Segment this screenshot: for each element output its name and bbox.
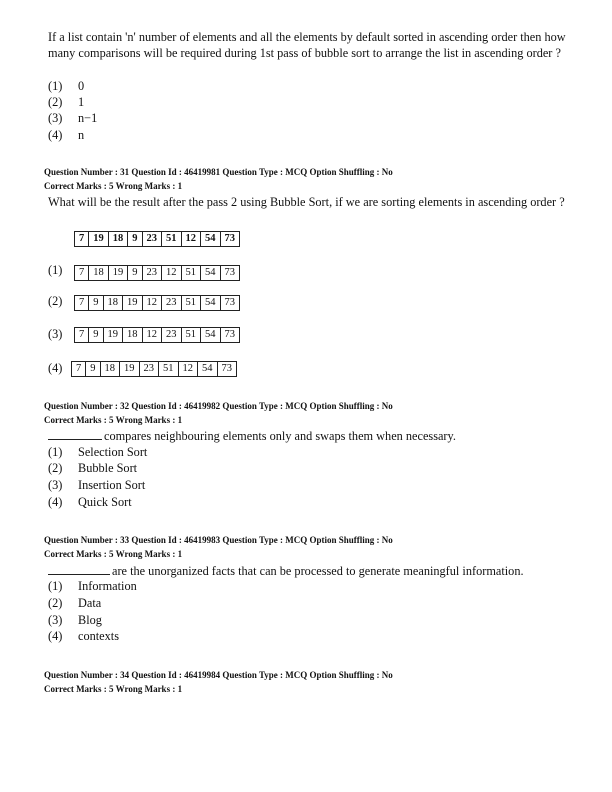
option-number: (1) xyxy=(48,579,63,593)
option-array-cell: 51 xyxy=(181,266,201,281)
option-array-cell: 12 xyxy=(178,362,198,377)
option-array-cell: 12 xyxy=(162,266,182,281)
option-text: 1 xyxy=(78,95,85,109)
option-array-cell: 73 xyxy=(217,362,237,377)
answer-blank xyxy=(48,428,102,440)
q31-marks: Correct Marks : 5 Wrong Marks : 1 xyxy=(44,181,183,191)
option-array-cell: 54 xyxy=(201,328,221,343)
q31-option-3-array xyxy=(74,327,240,343)
q30-question-text: If a list contain 'n' number of elements and all the elements by default sorted in ascending order then how many comparisons will be required during 1st pass of bubble sort to arrange the list in ascending order ? xyxy=(48,30,566,60)
array-cell: 51 xyxy=(162,232,182,247)
array-cell: 23 xyxy=(142,232,162,247)
option-text: n xyxy=(78,128,85,142)
option-array-cell: 9 xyxy=(86,362,100,377)
option-array-cell: 19 xyxy=(123,296,143,311)
q31-option-4-array xyxy=(71,361,237,377)
array-cell: 73 xyxy=(220,232,240,247)
option-array-cell: 9 xyxy=(128,266,142,281)
q32-meta: Question Number : 32 Question Id : 46419982 Question Type : MCQ Option Shuffling : No xyxy=(44,401,393,411)
option-array-cell: 18 xyxy=(103,296,123,311)
option-number: (4) xyxy=(48,495,63,509)
q32-question xyxy=(48,428,456,445)
option-array-cell: 12 xyxy=(142,328,162,343)
option-array-cell: 9 xyxy=(89,296,103,311)
q34-meta: Question Number : 34 Question Id : 46419984 Question Type : MCQ Option Shuffling : No xyxy=(44,670,393,680)
option-array-cell: 7 xyxy=(75,296,89,311)
q32-question-text: compares neighbouring elements only and swaps them when necessary. xyxy=(104,429,456,443)
q34-marks: Correct Marks : 5 Wrong Marks : 1 xyxy=(44,684,183,694)
option-number: (2) xyxy=(48,596,63,610)
option-array-cell: 23 xyxy=(139,362,159,377)
option-array-cell: 51 xyxy=(159,362,179,377)
q31-question-text: What will be the result after the pass 2 using Bubble Sort, if we are sorting elements in ascending order ? xyxy=(48,195,565,209)
option-number: (2) xyxy=(48,461,63,475)
q33-question xyxy=(48,563,524,580)
q31-option-1-label: (1) xyxy=(48,263,63,277)
option-text: contexts xyxy=(78,629,119,643)
q31-option-3-label: (3) xyxy=(48,327,63,341)
array-cell: 12 xyxy=(181,232,201,247)
option-array-cell: 19 xyxy=(108,266,128,281)
option-text: 0 xyxy=(78,79,85,93)
option-array-cell: 73 xyxy=(220,328,240,343)
option-array-cell: 18 xyxy=(89,266,109,281)
option-array-cell: 18 xyxy=(123,328,143,343)
option-array-cell: 54 xyxy=(201,266,221,281)
option-text: Quick Sort xyxy=(78,495,132,509)
q31-option-2-array xyxy=(74,295,240,311)
option-array-cell: 23 xyxy=(142,266,162,281)
option-number: (4) xyxy=(48,629,63,643)
answer-blank xyxy=(48,563,110,575)
option-number: (4) xyxy=(48,128,63,142)
option-number: (3) xyxy=(48,478,63,492)
option-array-cell: 73 xyxy=(220,296,240,311)
array-cell: 54 xyxy=(201,232,221,247)
q32-marks: Correct Marks : 5 Wrong Marks : 1 xyxy=(44,415,183,425)
option-array-cell: 7 xyxy=(75,266,89,281)
option-array-cell: 19 xyxy=(120,362,140,377)
option-array-cell: 51 xyxy=(181,296,201,311)
option-number: (1) xyxy=(48,79,63,93)
q31-meta: Question Number : 31 Question Id : 46419981 Question Type : MCQ Option Shuffling : No xyxy=(44,167,393,177)
q31-option-4-label: (4) xyxy=(48,361,63,375)
option-text: Information xyxy=(78,579,137,593)
array-cell: 19 xyxy=(89,232,109,247)
option-array-cell: 18 xyxy=(100,362,120,377)
option-array-cell: 54 xyxy=(201,296,221,311)
option-number: (1) xyxy=(48,445,63,459)
option-array-cell: 7 xyxy=(72,362,86,377)
option-number: (2) xyxy=(48,95,63,109)
option-number: (3) xyxy=(48,111,63,125)
option-array-cell: 19 xyxy=(103,328,123,343)
array-cell: 7 xyxy=(75,232,89,247)
option-array-cell: 23 xyxy=(162,296,182,311)
option-array-cell: 73 xyxy=(220,266,240,281)
option-number: (3) xyxy=(48,613,63,627)
option-array-cell: 7 xyxy=(75,328,89,343)
option-text: Bubble Sort xyxy=(78,461,138,475)
q31-option-1-array xyxy=(74,265,240,281)
q33-question-text: are the unorganized facts that can be processed to generate meaningful information. xyxy=(112,564,524,578)
option-array-cell: 12 xyxy=(142,296,162,311)
option-text: Data xyxy=(78,596,102,610)
q33-marks: Correct Marks : 5 Wrong Marks : 1 xyxy=(44,549,183,559)
q31-array xyxy=(74,231,240,247)
option-array-cell: 51 xyxy=(181,328,201,343)
array-cell: 18 xyxy=(108,232,128,247)
option-text: n−1 xyxy=(78,111,98,125)
option-array-cell: 23 xyxy=(162,328,182,343)
array-cell: 9 xyxy=(128,232,142,247)
option-text: Selection Sort xyxy=(78,445,148,459)
q31-option-2-label: (2) xyxy=(48,294,63,308)
option-text: Blog xyxy=(78,613,102,627)
option-array-cell: 9 xyxy=(89,328,103,343)
option-array-cell: 54 xyxy=(198,362,218,377)
q33-meta: Question Number : 33 Question Id : 46419983 Question Type : MCQ Option Shuffling : No xyxy=(44,535,393,545)
option-text: Insertion Sort xyxy=(78,478,146,492)
